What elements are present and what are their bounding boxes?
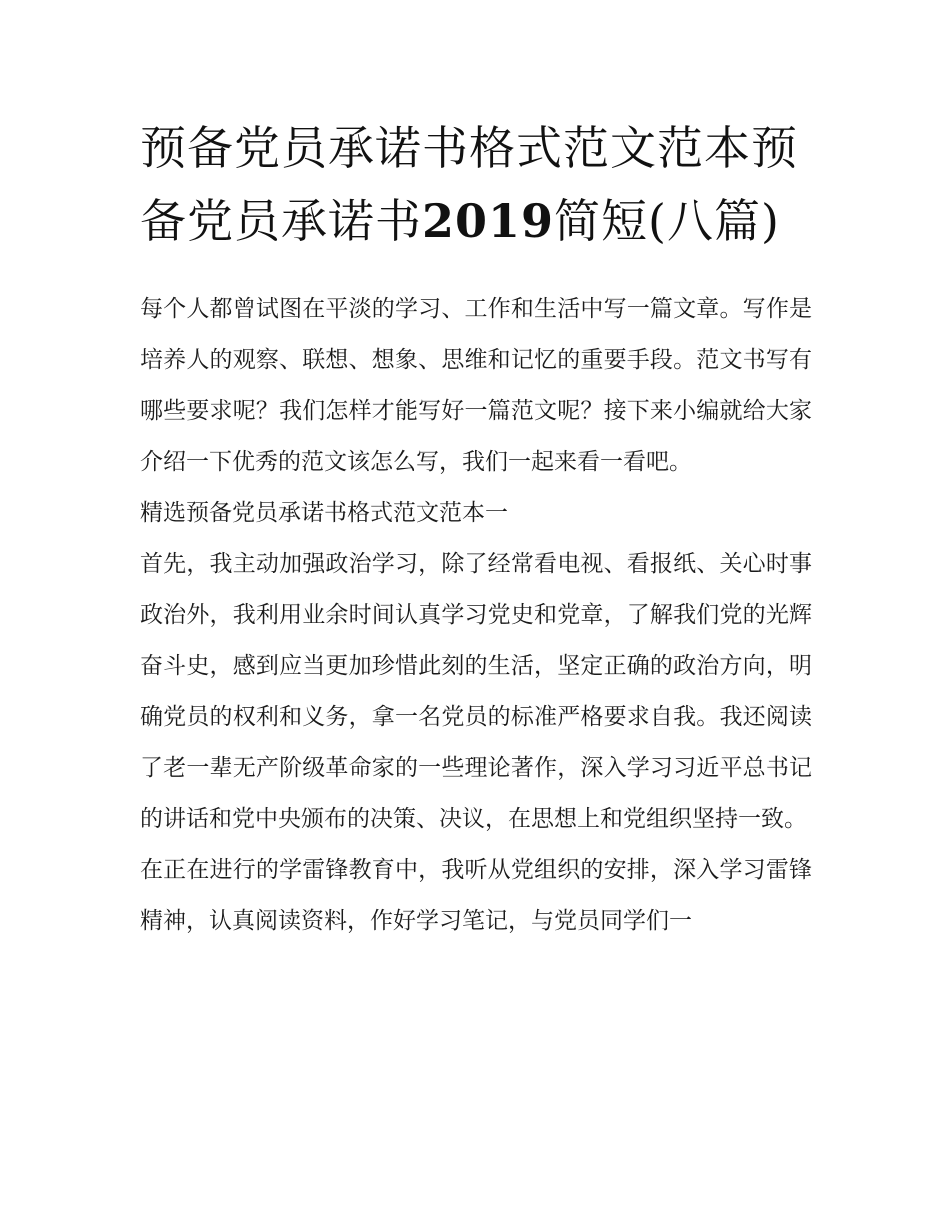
body-paragraph: 在正在进行的学雷锋教育中，我听从党组织的安排，深入学习雷锋精神，认真阅读资料，作好学习笔记，与党员同学们一 bbox=[140, 857, 812, 934]
title-text-part1: 预备党员承诺书格式范文范本预备党员承诺书 bbox=[140, 121, 798, 248]
document-title bbox=[140, 112, 812, 258]
title-year: 2019 bbox=[422, 194, 555, 248]
intro-paragraph: 每个人都曾试图在平淡的学习、工作和生活中写一篇文章。写作是培养人的观察、联想、想象、思维和记忆的重要手段。范文书写有哪些要求呢？我们怎样才能写好一篇范文呢？接下来小编就给大家介绍一下优秀的范文该怎么写，我们一起来看一看吧。 bbox=[140, 296, 812, 475]
title-text-part2: 简短(八篇) bbox=[554, 194, 780, 248]
body-paragraph: 首先，我主动加强政治学习，除了经常看电视、看报纸、关心时事政治外，我利用业余时间认真学习党史和党章，了解我们党的光辉奋斗史，感到应当更加珍惜此刻的生活，坚定正确的政治方向，明确党员的权利和义务，拿一名党员的标准严格要求自我。我还阅读了老一辈无产阶级革命家的一些理论著作，深入学习习近平总书记的讲话和党中央颁布的决策、决议，在思想上和党组织坚持一致。 bbox=[140, 551, 812, 832]
section-heading: 精选预备党员承诺书格式范文范本一 bbox=[140, 500, 508, 526]
document-content bbox=[140, 112, 812, 947]
